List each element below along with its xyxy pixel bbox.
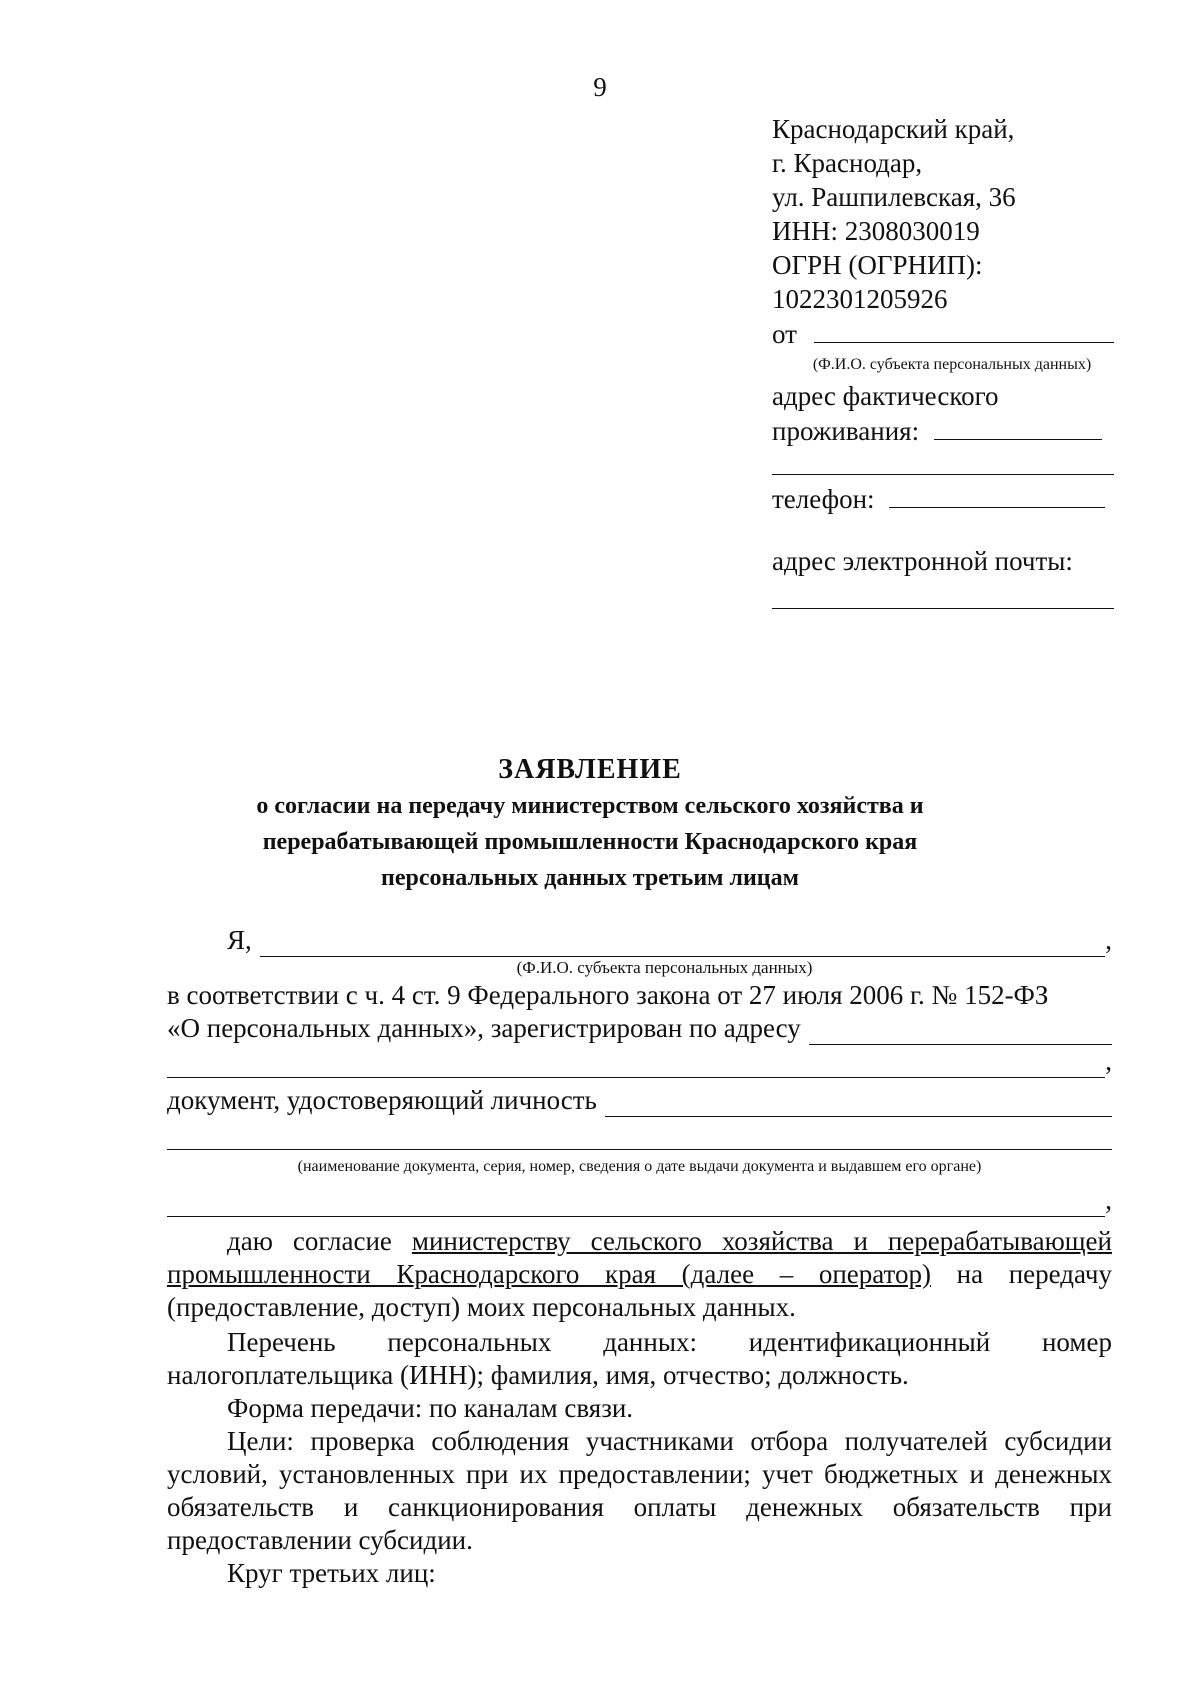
goals-line-2: условий, установленных при их предоставлении; учет бюджетных и денежных (167, 1459, 1112, 1489)
ogrn-value: 1022301205926 (772, 284, 948, 314)
operator-name-1: министерству сельского хозяйства и перерабатывающей (411, 1226, 1112, 1256)
phone-row (772, 481, 1112, 516)
from-row (772, 316, 1112, 351)
statement-title (140, 752, 1040, 896)
operator-name-2: промышленности Краснодарского края (далее – оператор) (167, 1259, 931, 1289)
address-row (772, 413, 1112, 448)
i-label: Я, (227, 925, 252, 955)
consent-line-1 (167, 1225, 1112, 1258)
goals-line-3: обязательств и санкционирования оплаты денежных обязательств при (167, 1492, 1112, 1522)
fio-caption: (Ф.И.О. субъекта персональных данных) (516, 958, 813, 977)
document-row (167, 1084, 1112, 1117)
goals-line-4: предоставлении субсидии. (167, 1525, 473, 1555)
applicant-row (167, 924, 1112, 957)
law-line-1: в соответствии с ч. 4 ст. 9 Федерального закона от 27 июля 2006 г. № 152-ФЗ (167, 980, 1049, 1010)
from-name-field[interactable] (814, 316, 1114, 343)
addressee-block (772, 112, 1112, 609)
third-parties-line: Круг третьих лиц: (227, 1558, 436, 1588)
address-label-1: адрес фактического (772, 381, 999, 411)
document-field-3[interactable] (167, 1190, 1105, 1217)
address-label-2: проживания: (772, 416, 920, 446)
ogrn-label: ОГРН (ОГРНИП): (772, 250, 983, 280)
document-row-3 (167, 1184, 1112, 1217)
registration-address-field-2[interactable] (167, 1051, 1105, 1078)
title-line-2: перерабатывающей промышленности Краснодарского края (262, 829, 918, 855)
from-caption: (Ф.И.О. субъекта персональных данных) (812, 356, 1092, 373)
title-main: ЗАЯВЛЕНИЕ (498, 754, 682, 785)
form-line: Форма передачи: по каналам связи. (227, 1393, 634, 1423)
address-field-line-2[interactable] (772, 450, 1114, 475)
registration-address-field[interactable] (809, 1018, 1112, 1045)
consent-suffix: на передачу (931, 1259, 1112, 1289)
phone-field[interactable] (889, 481, 1105, 508)
statement-body (167, 924, 1112, 1590)
street-line: ул. Рашпилевская, 36 (772, 182, 1016, 212)
address-field[interactable] (934, 413, 1102, 440)
phone-label: телефон: (772, 484, 875, 514)
comma: , (1105, 925, 1112, 955)
list-line-2: налогоплательщика (ИНН); фамилия, имя, отчество; должность. (167, 1360, 909, 1390)
email-label: адрес электронной почты: (772, 546, 1073, 576)
title-line-3: персональных данных третьим лицам (381, 865, 799, 891)
document-row-2 (167, 1123, 1112, 1150)
consent-line-2 (167, 1258, 1112, 1291)
city-line: г. Краснодар, (772, 148, 923, 178)
registration-row-2 (167, 1045, 1112, 1078)
title-line-1: о согласии на передачу министерством сельского хозяйства и (256, 793, 924, 819)
list-line-1: Перечень персональных данных: идентификационный номер (227, 1327, 1112, 1357)
registration-label: «О персональных данных», зарегистрирован по адресу (167, 1013, 801, 1043)
document-caption: (наименование документа, серия, номер, сведения о дате выдачи документа и выдавшем его органе) (297, 1158, 982, 1175)
consent-prefix: даю согласие (227, 1226, 412, 1256)
inn-line: ИНН: 2308030019 (772, 216, 980, 246)
email-field[interactable] (772, 584, 1114, 609)
from-label: от (772, 319, 797, 349)
applicant-name-field[interactable] (260, 930, 1105, 957)
goals-line-1: Цели: проверка соблюдения участниками отбора получателей субсидии (227, 1426, 1112, 1456)
comma: , (1105, 1046, 1112, 1076)
document-field[interactable] (605, 1090, 1112, 1117)
document-field-2[interactable] (167, 1123, 1112, 1150)
comma: , (1105, 1185, 1112, 1215)
page-number: 9 (593, 72, 607, 102)
region-line: Краснодарский край, (772, 114, 1015, 144)
consent-line-3: (предоставление, доступ) моих персональных данных. (167, 1292, 796, 1322)
registration-row (167, 1012, 1112, 1045)
document-label: документ, удостоверяющий личность (167, 1085, 597, 1115)
